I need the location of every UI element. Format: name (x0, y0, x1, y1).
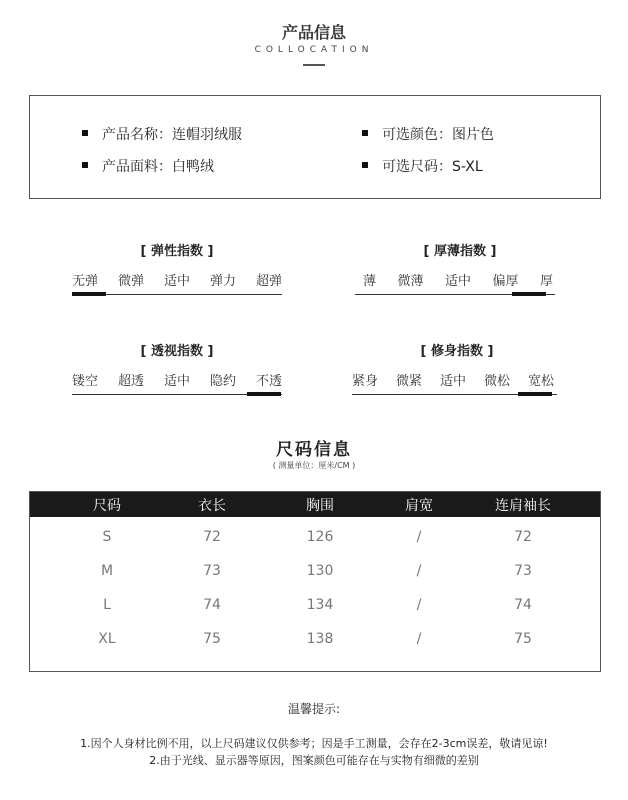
index-title: [ 厚薄指数 ] (423, 244, 497, 259)
page-subtitle: COLLOCATION (254, 45, 374, 55)
index-option: 适中 (444, 274, 471, 289)
table-cell: S (102, 529, 112, 545)
index-option: 宽松 (527, 374, 554, 389)
index-option: 无弹 (72, 274, 99, 289)
info-item-label: 产品面料：白鸭绒 (102, 159, 214, 175)
page-title: 产品信息 (281, 23, 346, 42)
table-cell: 75 (203, 631, 221, 647)
bullet-icon (82, 130, 88, 136)
table-cell: 73 (514, 563, 532, 579)
index-options (72, 270, 282, 289)
index-option: 不透 (255, 374, 282, 389)
index-option: 薄 (363, 274, 377, 289)
index-selected-marker (518, 392, 552, 396)
table-cell: 138 (306, 631, 334, 647)
index-selected-marker (247, 392, 281, 396)
size-info-unit: ( 测量单位：厘米/CM ) (272, 461, 356, 470)
bullet-icon (362, 130, 368, 136)
table-cell: / (416, 529, 422, 545)
index-option: 超透 (117, 374, 144, 389)
index-option: 隐约 (209, 374, 236, 389)
table-cell: XL (98, 631, 116, 647)
table-cell: 74 (514, 597, 532, 613)
index-options (72, 370, 282, 389)
index-selected-marker (512, 292, 546, 296)
index-option: 微薄 (397, 274, 424, 289)
table-cell: 126 (306, 529, 334, 545)
table-cell: / (416, 563, 422, 579)
tips-title: 温馨提示: (287, 702, 341, 716)
index-option: 适中 (163, 374, 190, 389)
column-header: 胸围 (306, 498, 334, 514)
table-cell: 72 (203, 529, 221, 545)
index-selected-marker (72, 292, 106, 296)
index-option: 紧身 (352, 374, 379, 389)
column-header: 衣长 (198, 498, 226, 514)
size-table (29, 491, 601, 672)
index-options (355, 270, 565, 289)
table-header (30, 492, 600, 517)
table-cell: 75 (514, 631, 532, 647)
info-item-label: 可选颜色：图片色 (382, 127, 494, 143)
info-item-size (362, 156, 483, 176)
info-item-name (82, 124, 242, 144)
table-cell: 134 (306, 597, 334, 613)
tip-line: 1.因个人身材比例不用，以上尺码建议仅供参考；因是手工测量，会存在2-3cm误差，敬请见谅! (80, 737, 548, 750)
table-cell: 130 (306, 563, 334, 579)
index-title: [ 弹性指数 ] (140, 244, 214, 259)
info-item-color (362, 124, 494, 144)
index-option: 弹力 (209, 274, 236, 289)
info-item-label: 产品名称：连帽羽绒服 (102, 127, 242, 143)
index-options (352, 370, 562, 389)
index-option: 微紧 (395, 374, 422, 389)
column-header: 连肩袖长 (495, 498, 551, 514)
table-cell: L (103, 597, 111, 613)
index-title: [ 透视指数 ] (140, 344, 214, 359)
title-divider (303, 64, 325, 66)
tip-line: 2.由于光线、显示器等原因，图案颜色可能存在与实物有细微的差别 (149, 754, 479, 767)
index-option: 厚 (539, 274, 553, 289)
table-cell: / (416, 597, 422, 613)
table-cell: / (416, 631, 422, 647)
column-header: 尺码 (93, 498, 121, 514)
index-option: 镂空 (72, 374, 99, 389)
product-info-box (29, 95, 601, 199)
table-cell: 73 (203, 563, 221, 579)
info-item-label: 可选尺码：S-XL (382, 159, 483, 175)
size-info-title: 尺码信息 (276, 440, 352, 460)
index-option: 微弹 (117, 274, 144, 289)
index-title: [ 修身指数 ] (420, 344, 494, 359)
index-option: 超弹 (255, 274, 282, 289)
table-cell: 74 (203, 597, 221, 613)
table-cell: 72 (514, 529, 532, 545)
index-option: 偏厚 (492, 274, 519, 289)
index-option: 适中 (163, 274, 190, 289)
index-option: 适中 (439, 374, 466, 389)
info-item-fabric (82, 156, 214, 176)
bullet-icon (82, 162, 88, 168)
table-cell: M (100, 563, 114, 579)
bullet-icon (362, 162, 368, 168)
column-header: 肩宽 (405, 498, 433, 514)
index-option: 微松 (483, 374, 510, 389)
